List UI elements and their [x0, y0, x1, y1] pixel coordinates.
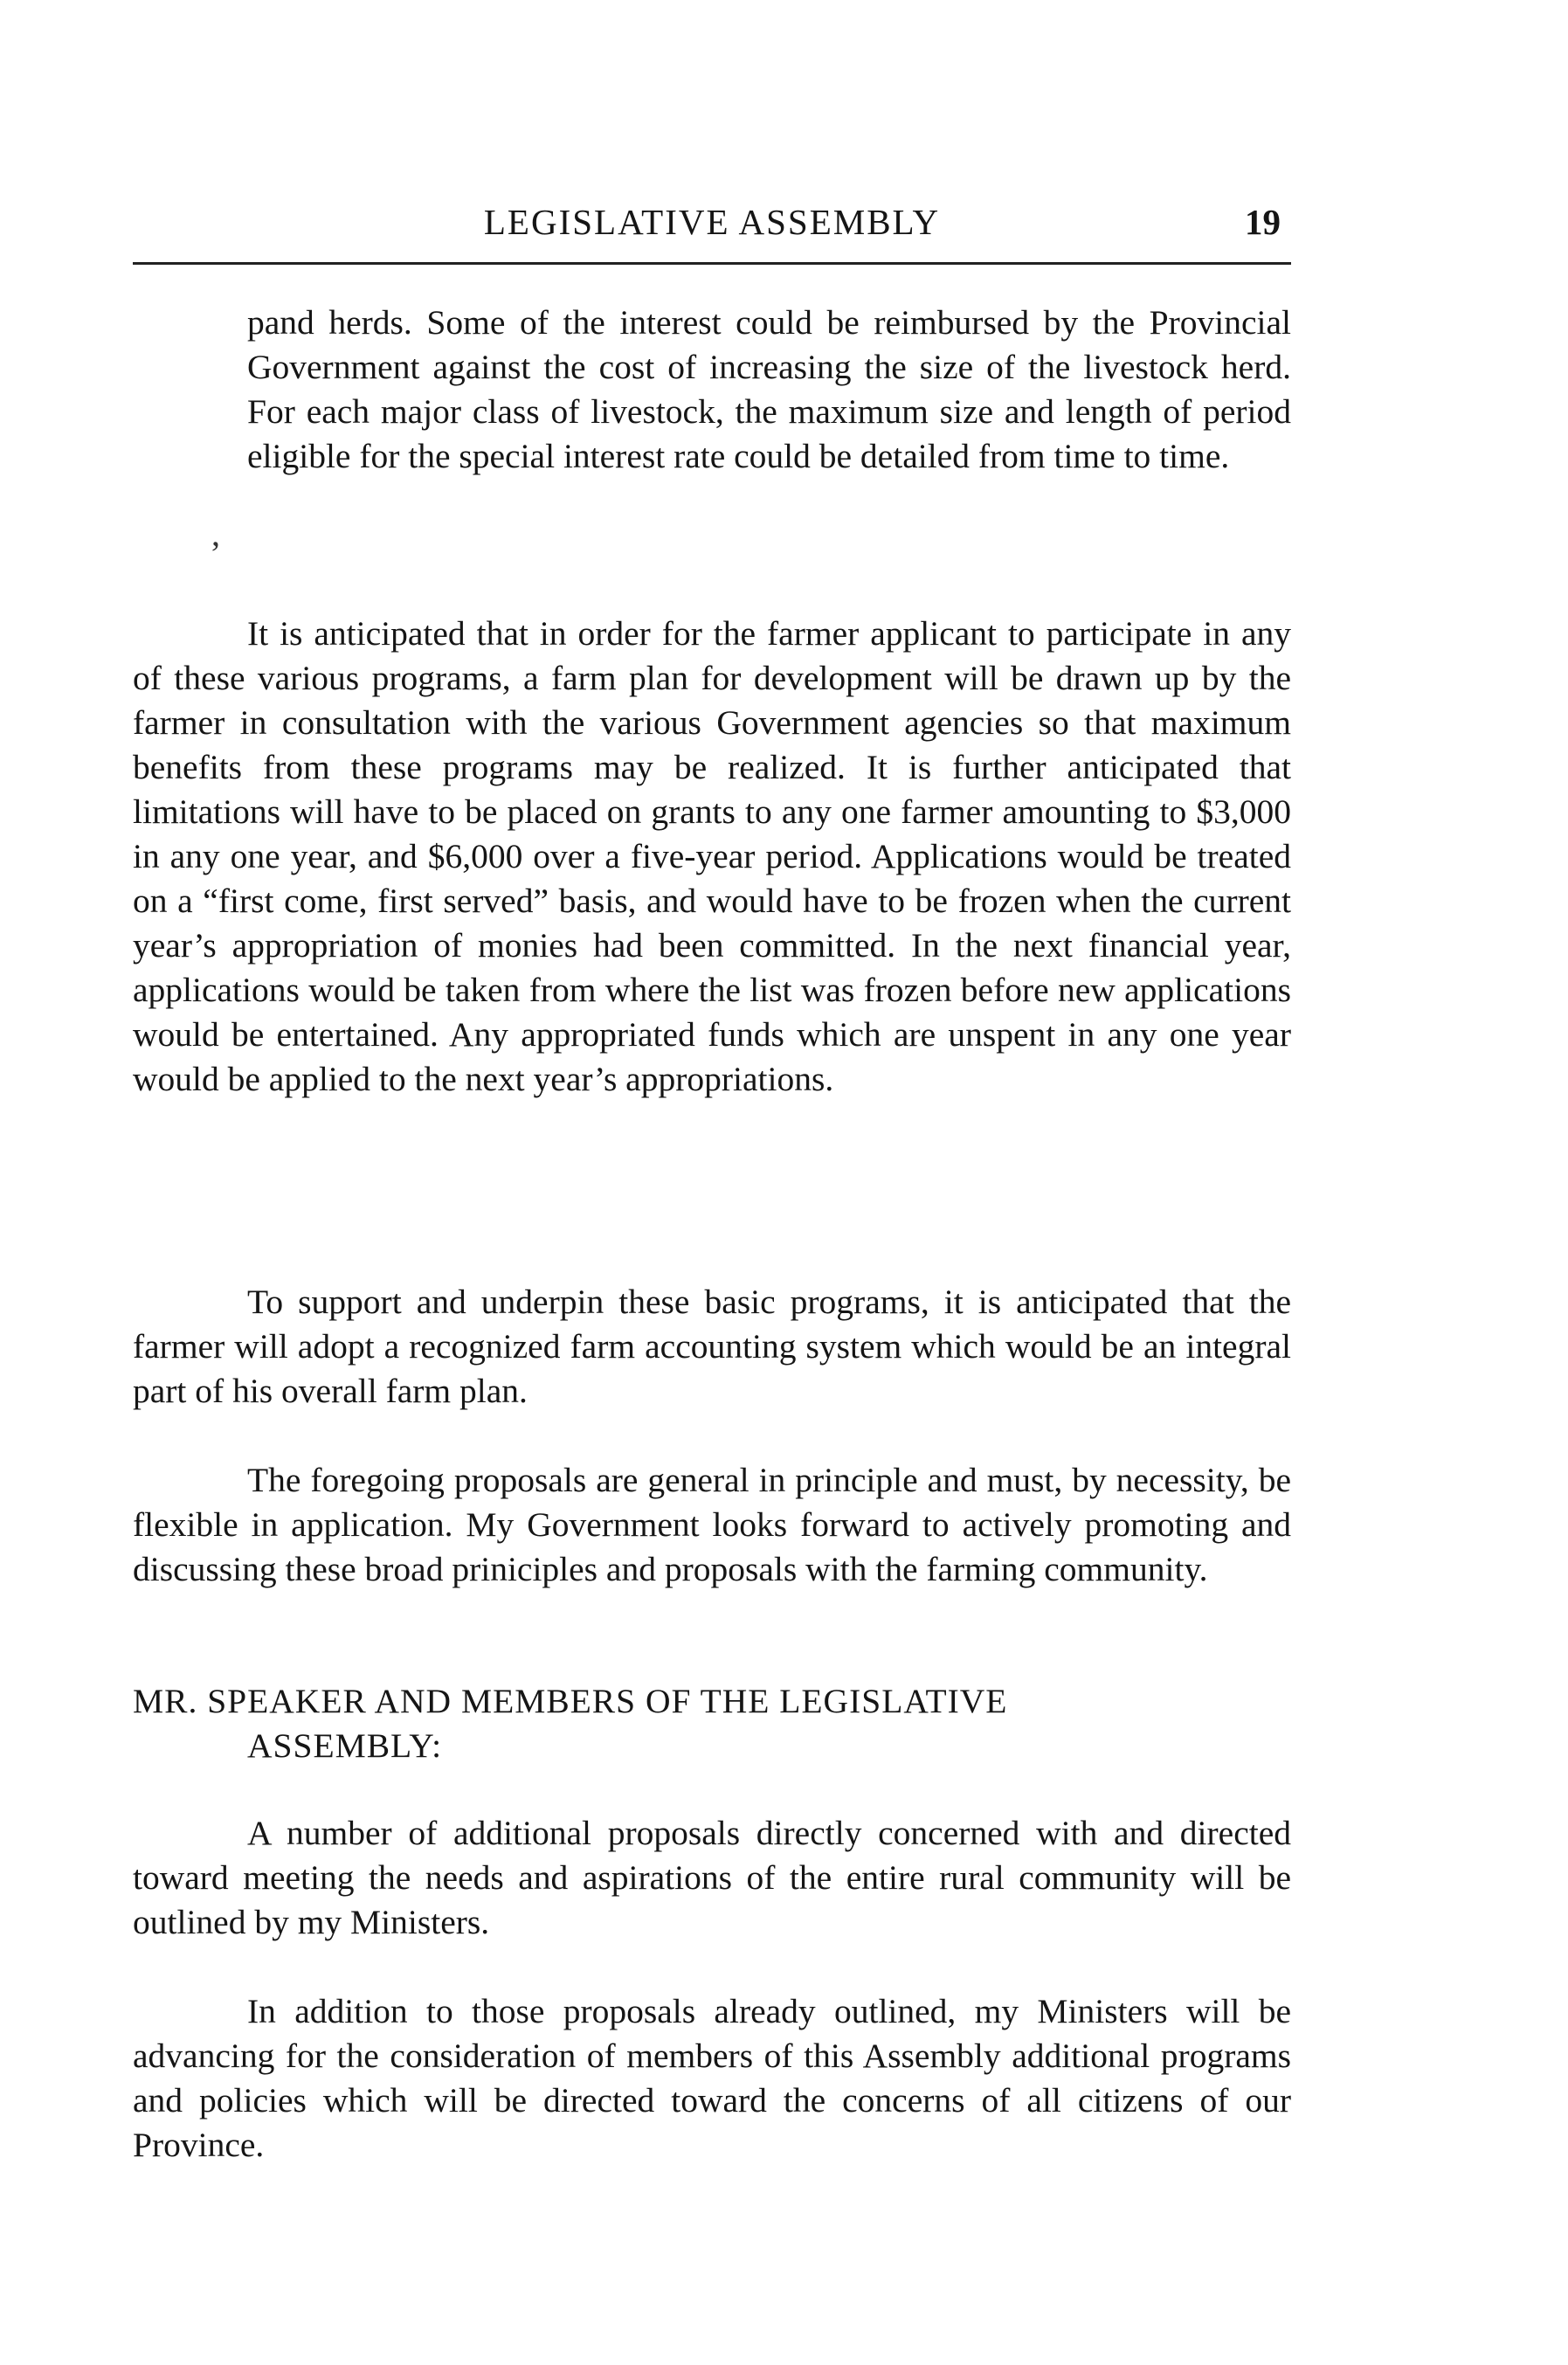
page-number: 19	[1245, 202, 1281, 242]
paragraph-farm-plan: It is anticipated that in order for the farmer applicant to participate in any of these various programs, a farm plan for development will be drawn up by the farmer in consultation with the various Government agencies so that maximum benefits from these programs may be realized. It is further anticipated that limitations will have to be placed on grants to any one farmer amounting to $3,000 in any one year, and $6,000 over a five-year period. Applications would be treated on a “first come, first served” basis, and would have to be frozen when the current year’s appropriation of monies had been committed. In the next financial year, applications would be taken from where the list was frozen before new applications would be entertained. Any appropriated funds which are unspent in any one year would be applied to the next year’s appropriations.	[133, 614, 1291, 1098]
address-line-2: ASSEMBLY:	[247, 1726, 443, 1765]
paragraph-accounting-system: To support and underpin these basic programs, it is anticipated that the farmer will adopt a recognized farm accounting system which would be an integral part of his overall farm plan.	[133, 1283, 1291, 1410]
paragraph-rural-community: A number of additional proposals directly concerned with and directed toward meeting the needs and aspirations of the entire rural community will be outlined by my Ministers.	[133, 1814, 1291, 1941]
running-header	[133, 197, 1291, 259]
paragraph-continued-livestock: pand herds. Some of the interest could be reimbursed by the Provincial Government against the cost of increasing the size of the livestock herd. For each major class of livestock, the maximum size and length of period eligible for the special interest rate could be detailed from time to time.	[247, 303, 1291, 475]
address-heading	[133, 1679, 1291, 1768]
address-line-1: MR. SPEAKER AND MEMBERS OF THE LEGISLATIVE	[133, 1682, 1008, 1720]
running-title: LEGISLATIVE ASSEMBLY	[483, 202, 941, 242]
paragraph-foregoing-proposals: The foregoing proposals are general in principle and must, by necessity, be flexible in application. My Government looks forward to actively promoting and discussing these broad priniciples and proposals with the farming community.	[133, 1461, 1291, 1588]
paragraph-ministers-proposals: In addition to those proposals already outlined, my Ministers will be advancing for the consideration of members of this Assembly additional programs and policies which will be directed toward the concerns of all citizens of our Province.	[133, 1992, 1291, 2164]
header-rule	[133, 262, 1291, 265]
stray-print-mark: ’	[210, 534, 222, 573]
